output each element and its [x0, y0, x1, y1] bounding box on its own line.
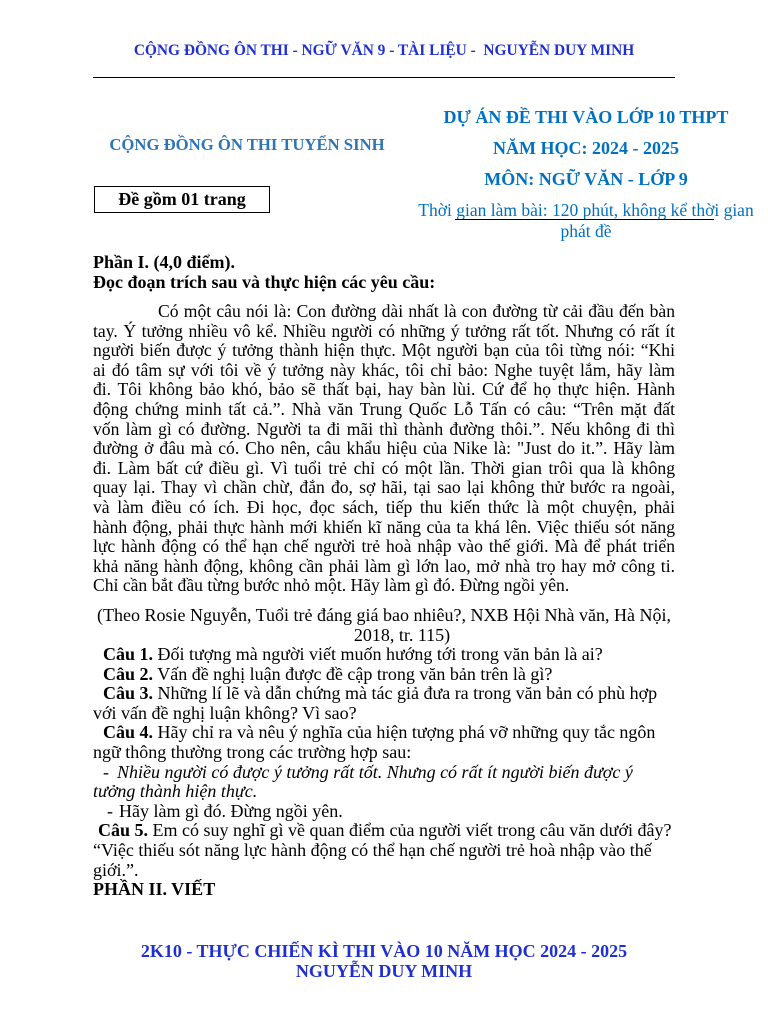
passage-line: khả năng hành động, không cần phải làm gì lớn lao, mở nhà trọ hay mở công ti.: [93, 555, 675, 576]
exam-header-rule: [455, 219, 714, 220]
passage-line: và làm điều có ích. Đi học, đọc sách, tiếp thu kiến thức là một chuyện, phải: [93, 496, 675, 517]
passage-line: quay lại. Thay vì chần chừ, đắn đo, sợ hãi, tại sao lại không thử bước ra ngoài,: [93, 477, 675, 498]
question-3-continuation: với vấn đề nghị luận không? Vì sao?: [93, 702, 357, 723]
passage-line: người biến được ý tưởng thành hiện thực. Một người bạn của tôi từng nói: “Khi: [93, 340, 675, 361]
example-2-text: Hãy làm gì đó. Đừng ngồi yên.: [119, 800, 343, 821]
passage-line: vốn làm gì có đường. Người ta đi mãi thì thành đường thôi.”. Nếu không đi thì: [93, 418, 675, 439]
document-header-title: CỘNG ĐỒNG ÔN THI - NGỮ VĂN 9 - TÀI LIỆU - NGUYỄN DUY MINH: [133, 42, 635, 59]
example-bullet: -: [107, 800, 113, 821]
footer-line-1: 2K10 - THỰC CHIẾN KÌ THI VÀO 10 NĂM HỌC 2024 - 2025: [140, 941, 628, 961]
page-count-note: Đề gồm 01 trang: [118, 189, 246, 209]
example-1-text: Nhiều người có được ý tưởng rất tốt. Nhưng có rất ít người biến được ý: [117, 761, 633, 782]
passage-line: Có một câu nói là: Con đường dài nhất là con đường từ cải đầu đến bàn: [158, 301, 675, 321]
question-2-label: Câu 2.: [103, 663, 154, 684]
example-1: [93, 763, 693, 783]
question-4-continuation: ngữ thông thường trong các trường hợp sau:: [93, 741, 412, 762]
question-1-label: Câu 1.: [103, 644, 154, 664]
page-count-box: [94, 186, 270, 213]
passage-line: đi. Tôi không bảo khó, bảo sẽ thất bại, hay bàn lùi. Cứ để họ thực hiện. Hành: [93, 379, 675, 400]
header-divider: [93, 77, 675, 78]
part-1-heading: Phần I. (4,0 điểm).: [93, 252, 236, 272]
part-1-instruction: Đọc đoạn trích sau và thực hiện các yêu cầu:: [93, 272, 436, 292]
question-5-label: Câu 5.: [98, 820, 149, 841]
question-list: [93, 645, 693, 900]
passage-line: động chứng minh tất cả.”. Nhà văn Trung Quốc Lỗ Tấn có câu: “Trên mặt đất: [93, 398, 675, 419]
question-3-text: Những lí lẽ và dẫn chứng mà tác giả đưa ra trong văn bản có phù hợp: [157, 683, 658, 704]
question-3-label: Câu 3.: [103, 683, 154, 704]
passage-line: Chỉ cần bắt đầu từng bước nhỏ một. Hãy làm gì đó. Đừng ngồi yên.: [93, 575, 570, 596]
example-2: [93, 802, 693, 822]
example-bullet: -: [103, 761, 109, 782]
question-5-text: Em có suy nghĩ gì về quan điểm của người viết trong câu văn dưới đây?: [152, 820, 672, 841]
question-4: [93, 723, 693, 743]
part-2-heading: PHẦN II. VIẾT: [93, 879, 216, 900]
passage-line: hành động, phải thực hành mới khiến kĩ năng của ta khá lên. Việc thiếu sót năng: [93, 516, 675, 537]
question-3: [93, 684, 693, 704]
question-5-quote-line: “Việc thiếu sót năng lực hành động có thể hạn chế người trẻ hoà nhập vào thế: [93, 839, 652, 860]
passage-line: đường ở đâu mà có. Cho nên, câu khẩu hiệu của Nike là: "Just do it.”. Hãy làm: [93, 438, 675, 459]
passage-line: tay. Ý tưởng nhiều vô kể. Nhiều người có những ý tưởng rất tốt. Nhưng có rất ít: [93, 320, 675, 341]
footer-line-2: NGUYỄN DUY MINH: [295, 961, 473, 981]
exam-duration-line-2: phát đề: [560, 221, 612, 241]
question-4-label: Câu 4.: [103, 722, 154, 743]
passage-line: ai đó tâm sự với tôi về ý tưởng này khác, tôi chỉ bảo: Nghe tuyệt lắm, hãy làm: [93, 359, 675, 380]
question-2-text: Vấn đề nghị luận được đề cập trong văn bản trên là gì?: [157, 663, 553, 684]
source-line: (Theo Rosie Nguyễn, Tuổi trẻ đáng giá bao nhiêu?, NXB Hội Nhà văn, Hà Nội,: [97, 605, 671, 625]
passage-source: [93, 606, 675, 645]
question-5: [93, 821, 693, 841]
source-line: 2018, tr. 115): [353, 624, 451, 645]
passage-line: lực hành động có thể hạn chế người trẻ hoà nhập vào thế giới. Mà để phát triển: [93, 536, 675, 557]
organization-name: CỘNG ĐỒNG ÔN THI TUYỂN SINH: [109, 135, 385, 154]
exam-project-title: DỰ ÁN ĐỀ THI VÀO LỚP 10 THPT: [443, 107, 729, 127]
exam-duration-line-1: Thời gian làm bài: 120 phút, không kể thời gian: [418, 200, 754, 220]
exam-subject: MÔN: NGỮ VĂN - LỚP 9: [484, 169, 688, 189]
question-2: [93, 665, 693, 685]
question-1-text: Đối tượng mà người viết muốn hướng tới trong văn bản là ai?: [157, 644, 603, 664]
passage-line: đi. Làm bất cứ điều gì. Vì tuổi trẻ chỉ có một lần. Thời gian trôi qua là không: [93, 457, 675, 478]
example-1-continuation: tưởng thành hiện thực.: [93, 781, 258, 802]
question-5-quote-line: giới.”.: [93, 859, 139, 880]
question-1: [93, 645, 693, 665]
question-4-text: Hãy chỉ ra và nêu ý nghĩa của hiện tượng phá vỡ những quy tắc ngôn: [157, 722, 656, 743]
school-year: NĂM HỌC: 2024 - 2025: [493, 138, 679, 158]
reading-passage: [93, 302, 675, 596]
